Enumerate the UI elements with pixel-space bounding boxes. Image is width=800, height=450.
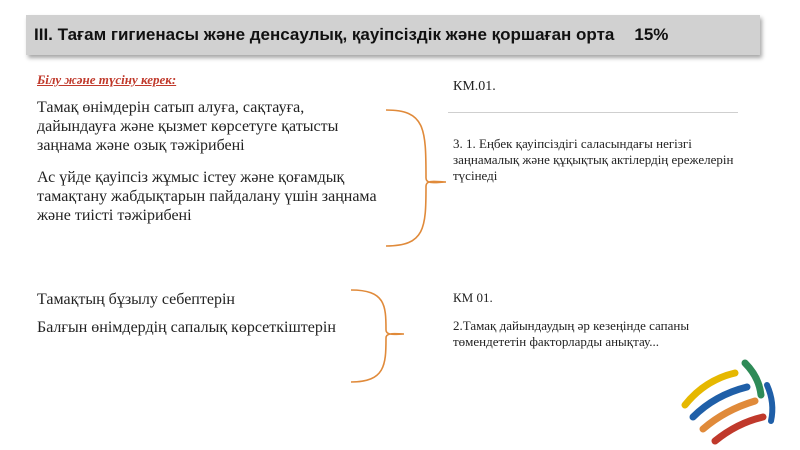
worldskills-logo [675,355,785,445]
brace-bottom [351,290,404,382]
brace-top [386,110,446,246]
competency-code-2: КМ 01. [453,290,493,305]
left-text-4: Балғын өнімдердің сапалық көрсеткіштерін [37,319,336,336]
subtitle: Білу және түсіну керек: [37,72,177,87]
slide-title: III. Тағам гигиенасы және денсаулық, қауіпсіздік және қоршаған орта [34,25,615,44]
left-text-3: Тамақтың бұзылу себептерін [37,291,235,308]
competency-text-2: 2.Тамақ дайындаудың әр кезеңінде сапаны төмендететін факторларды анықтау... [453,318,690,349]
left-text-1: Тамақ өнімдерін сатып алуға, сақтауға, дайындауға және қызмет көрсетуге қатысты заңнама және озық тәжірибені [37,99,339,154]
competency-text-1: 3. 1. Еңбек қауіпсіздігі саласындағы негізгі заңнамалық және құқықтық актілердің ережелерін түсінеді [453,136,734,183]
slide-percent: 15% [634,25,669,44]
competency-code-1: КМ.01. [453,79,496,94]
left-text-2: Ас үйде қауіпсіз жұмыс істеу және қоғамдық тамақтану жабдықтарын пайдалану үшін заңнама және тиісті тәжірибені [37,169,377,224]
